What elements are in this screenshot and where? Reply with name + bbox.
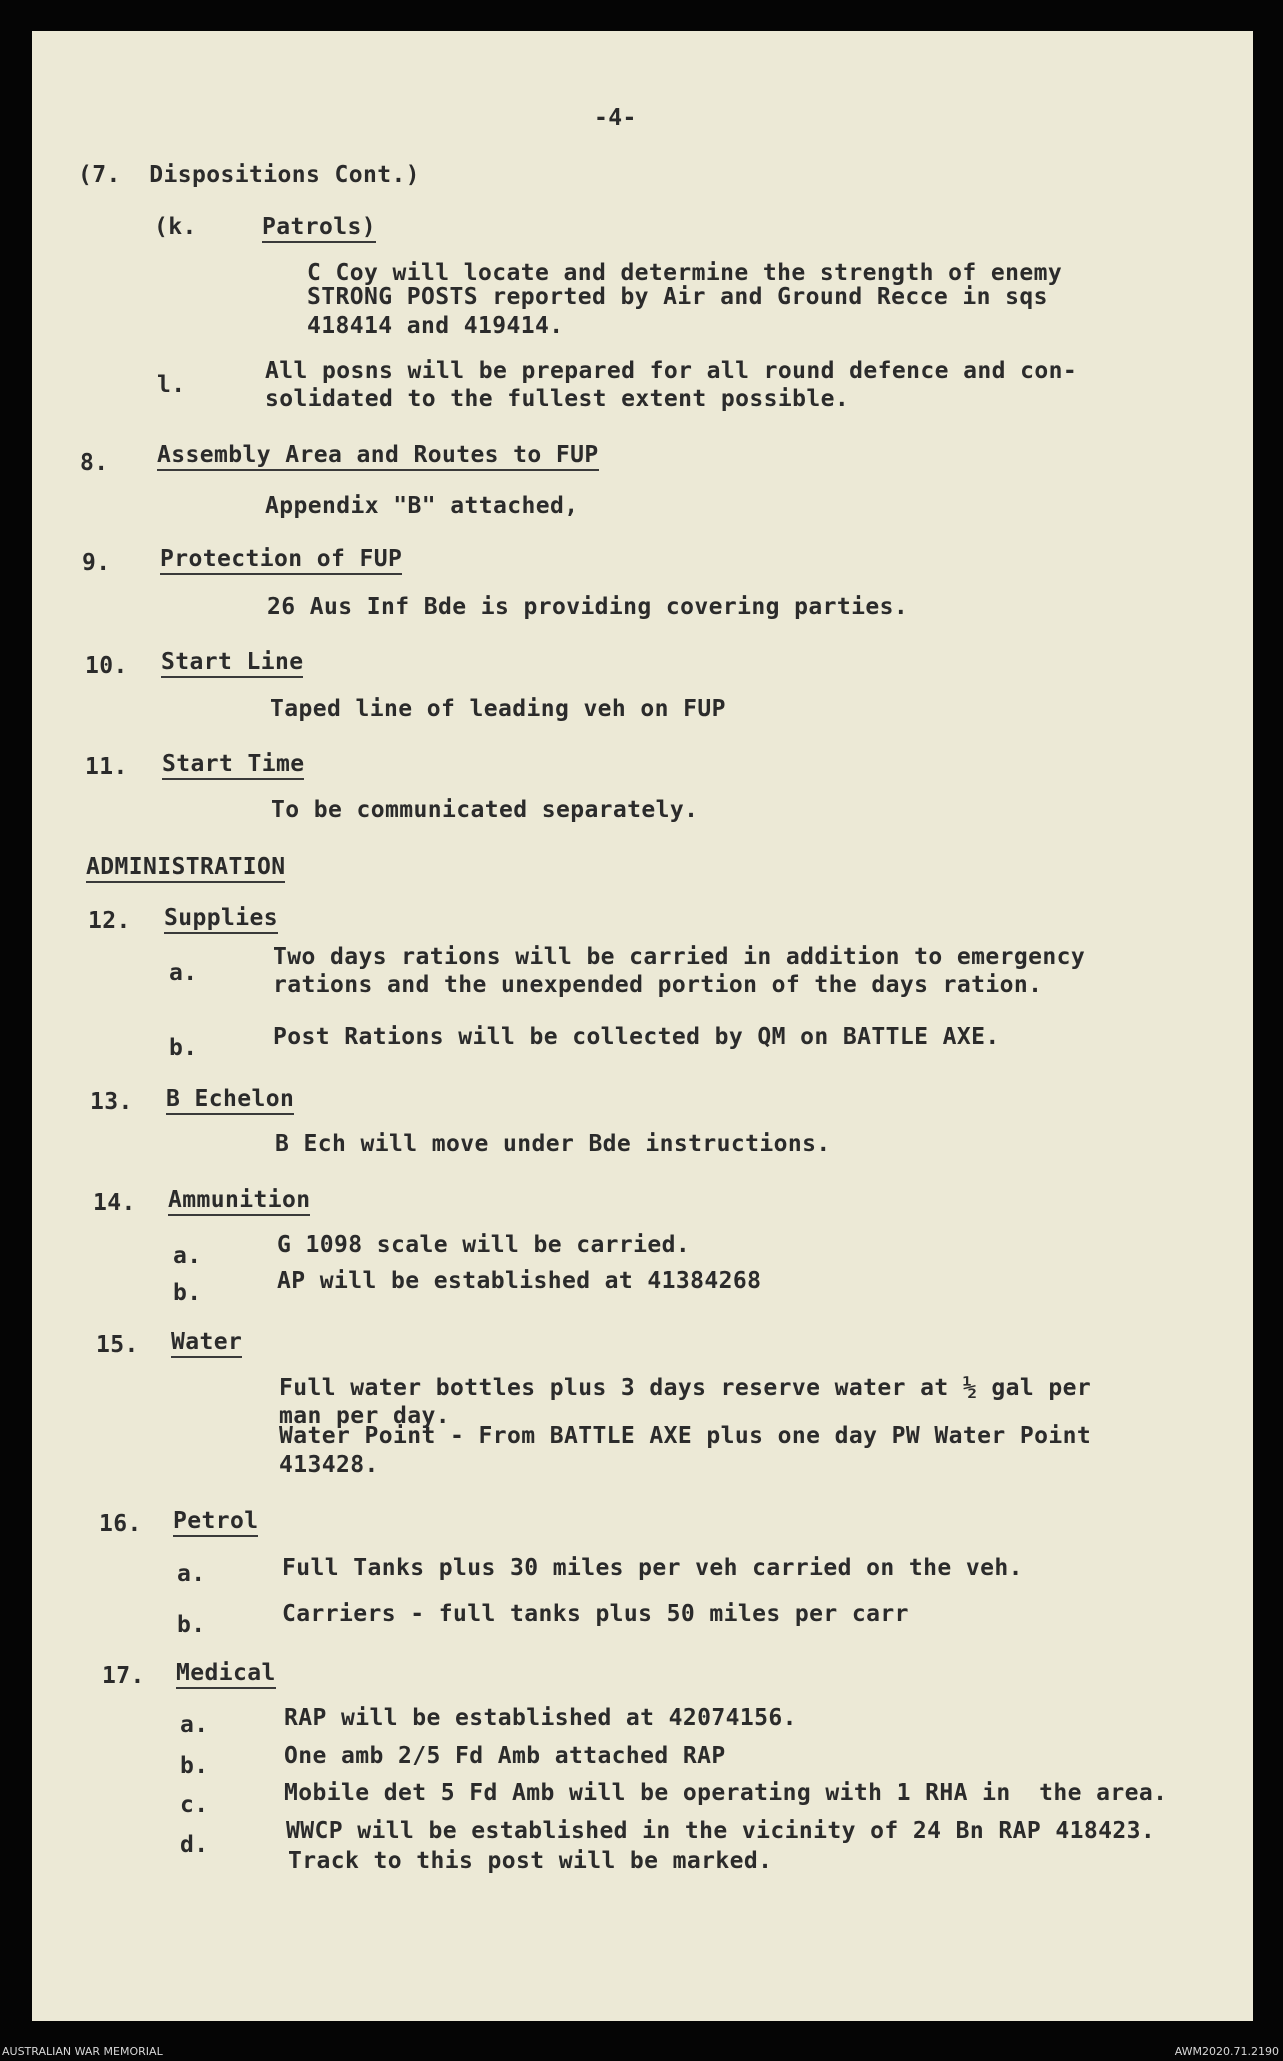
section-12b-text: Post Rations will be collected by QM on BATTLE AXE. [273,1024,1000,1050]
section-7k-line-2: STRONG POSTS reported by Air and Ground Recce in sqs [307,284,1048,310]
section-16-title: Petrol [173,1508,258,1537]
footer-accession: AWM2020.71.2190 [1174,2045,1279,2058]
section-14a-label: a. [173,1243,202,1269]
section-16b-label: b. [177,1612,206,1638]
section-16-number: 16. [99,1511,142,1537]
section-7-heading: (7. Dispositions Cont.) [78,162,420,188]
section-12a-line-2: rations and the unexpended portion of the days ration. [273,972,1043,998]
section-11-number: 11. [85,754,128,780]
section-9-title: Protection of FUP [160,546,402,575]
section-14b-label: b. [173,1280,202,1306]
section-8-title: Assembly Area and Routes to FUP [157,442,599,471]
section-15-line-2: man per day. [279,1403,450,1429]
section-7l-line-1: All posns will be prepared for all round defence and con- [265,358,1078,384]
section-8-number: 8. [80,450,109,476]
section-11-text: To be communicated separately. [271,797,699,823]
section-17-number: 17. [102,1663,145,1689]
section-12-title: Supplies [164,905,278,934]
section-15-title: Water [171,1329,242,1358]
section-7k-title: Patrols) [262,214,376,243]
section-17d-line-2: Track to this post will be marked. [288,1848,773,1874]
section-17a-text: RAP will be established at 42074156. [284,1705,797,1731]
section-10-text: Taped line of leading veh on FUP [270,696,726,722]
section-17d-label: d. [180,1832,209,1858]
section-17b-label: b. [180,1753,209,1779]
section-15-number: 15. [96,1332,139,1358]
section-14-number: 14. [93,1190,136,1216]
section-10-title: Start Line [161,649,303,678]
section-13-text: B Ech will move under Bde instructions. [275,1131,831,1157]
section-17a-label: a. [180,1712,209,1738]
section-9-text: 26 Aus Inf Bde is providing covering parties. [267,594,909,620]
section-13-title: B Echelon [166,1086,294,1115]
section-7l-line-2: solidated to the fullest extent possible. [265,386,850,412]
section-16a-label: a. [177,1561,206,1587]
section-12b-label: b. [169,1035,198,1061]
section-7k-line-1: C Coy will locate and determine the strength of enemy [307,260,1063,286]
section-17-title: Medical [176,1660,276,1689]
section-16a-text: Full Tanks plus 30 miles per veh carried on the veh. [282,1555,1023,1581]
footer-source: AUSTRALIAN WAR MEMORIAL [2,2045,163,2058]
section-17c-text: Mobile det 5 Fd Amb will be operating with 1 RHA in the area. [284,1780,1168,1806]
section-7l-label: l. [157,372,186,398]
section-12a-line-1: Two days rations will be carried in addition to emergency [273,944,1086,970]
section-12-number: 12. [88,908,131,934]
section-8-text: Appendix "B" attached, [265,493,579,519]
section-17b-text: One amb 2/5 Fd Amb attached RAP [284,1743,726,1769]
section-7k-label: (k. [154,214,197,240]
section-14-title: Ammunition [168,1187,310,1216]
section-15-line-4: 413428. [279,1452,379,1478]
section-15-line-1: Full water bottles plus 3 days reserve water at ½ gal per [279,1375,1092,1401]
section-17c-label: c. [180,1792,209,1818]
section-14b-text: AP will be established at 41384268 [277,1268,762,1294]
page-number: -4- [594,105,637,131]
section-11-title: Start Time [162,751,304,780]
section-14a-text: G 1098 scale will be carried. [277,1232,691,1258]
section-12a-label: a. [169,960,198,986]
section-7k-line-3: 418414 and 419414. [307,313,564,339]
section-16b-text: Carriers - full tanks plus 50 miles per carr [282,1601,909,1627]
section-17d-line-1: WWCP will be established in the vicinity of 24 Bn RAP 418423. [286,1818,1156,1844]
section-9-number: 9. [82,550,111,576]
section-15-line-3: Water Point - From BATTLE AXE plus one day PW Water Point [279,1423,1092,1449]
administration-heading: ADMINISTRATION [86,854,285,883]
section-10-number: 10. [85,653,128,679]
section-13-number: 13. [90,1089,133,1115]
